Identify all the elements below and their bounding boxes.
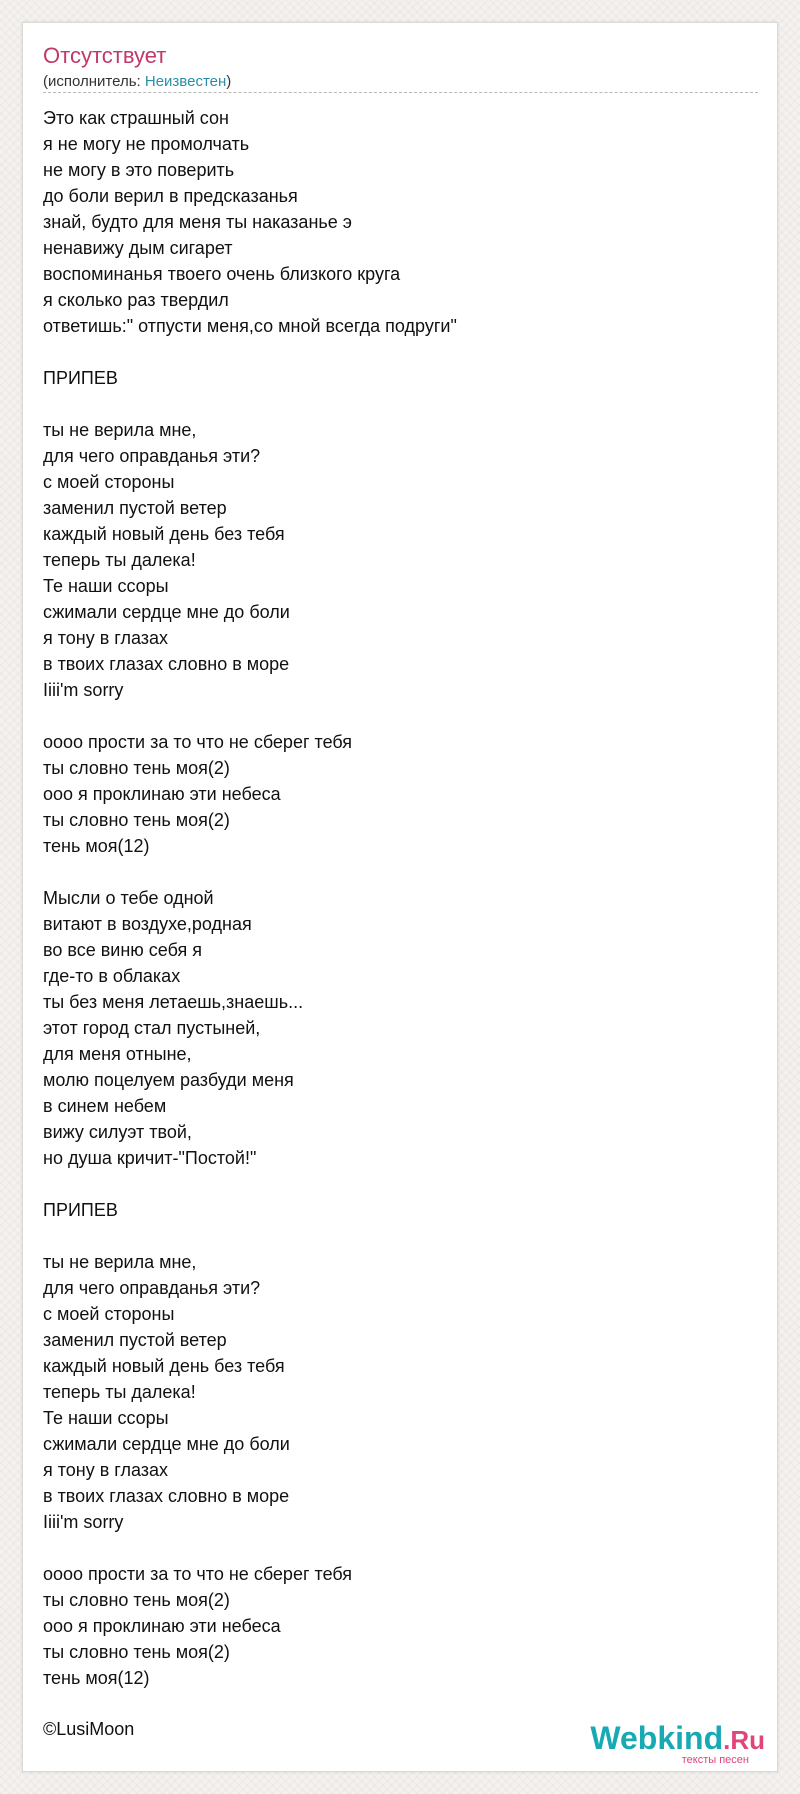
lyrics-line: Те наши ссоры [43,1408,169,1428]
lyrics-line: ты словно тень моя(2) [43,1642,230,1662]
lyrics-line: ооо я проклинаю эти небеса [43,784,281,804]
lyrics-line: с моей стороны [43,1304,175,1324]
lyrics-line: с моей стороны [43,472,175,492]
lyrics-line: для чего оправданья эти? [43,446,261,466]
lyrics-line: тень моя(12) [43,1668,150,1688]
lyrics-line: я тону в глазах [43,628,169,648]
header-divider [43,92,758,93]
lyrics-line: для меня отныне, [43,1044,192,1064]
lyrics-line: знай, будто для меня ты наказанье э [43,212,352,232]
lyrics-line: витают в воздухе,родная [43,914,252,934]
lyrics-line: ПРИПЕВ [43,1200,118,1220]
performer-line [43,73,231,91]
lyrics-line: Те наши ссоры [43,576,169,596]
lyrics-line: сжимали сердце мне до боли [43,1434,290,1454]
lyrics-line: теперь ты далека! [43,550,196,570]
lyrics-line: не могу в это поверить [43,160,235,180]
lyrics-line: для чего оправданья эти? [43,1278,261,1298]
lyrics-line: ты словно тень моя(2) [43,1590,230,1610]
lyrics-blank-line [43,339,758,365]
lyrics-line: до боли верил в предсказанья [43,186,298,206]
site-logo[interactable] [571,1721,771,1765]
lyrics-line: оооо прости за то что не сберег тебя [43,732,353,752]
lyrics-line: Это как страшный сон [43,108,229,128]
lyrics-blank-line [43,703,758,729]
logo-tld-text: .Ru [723,1725,765,1755]
lyrics-line: тень моя(12) [43,836,150,856]
lyrics-line: я тону в глазах [43,1460,169,1480]
lyrics-line: ты словно тень моя(2) [43,758,230,778]
logo-main-text: Webkind [590,1720,724,1756]
lyrics-line: Iiii'm sorry [43,1512,124,1532]
lyrics-line: в синем небем [43,1096,167,1116]
lyrics-line: но душа кричит-"Постой!" [43,1148,257,1168]
copyright: ©LusiMoon [43,1719,135,1739]
lyrics-line: ты без меня летаешь,знаешь... [43,992,304,1012]
lyrics-blank-line [43,859,758,885]
lyrics-line: этот город стал пустыней, [43,1018,261,1038]
lyrics-blank-line [43,1535,758,1561]
lyrics-line: заменил пустой ветер [43,1330,227,1350]
lyrics-line: ооо я проклинаю эти небеса [43,1616,281,1636]
lyrics-line: где-то в облаках [43,966,181,986]
lyrics-line: ты словно тень моя(2) [43,810,230,830]
lyrics-text [43,105,758,1691]
lyrics-line: заменил пустой ветер [43,498,227,518]
lyrics-line: каждый новый день без тебя [43,1356,285,1376]
performer-link[interactable]: Неизвестен [144,73,227,90]
lyrics-line: ответишь:" отпусти меня,со мной всегда подруги" [43,316,457,336]
lyrics-line: Iiii'm sorry [43,680,124,700]
lyrics-line: ты не верила мне, [43,420,197,440]
lyrics-line: ты не верила мне, [43,1252,197,1272]
logo-wordmark [590,1721,765,1757]
lyrics-line: воспоминанья твоего очень близкого круга [43,264,401,284]
performer-close: ) [226,73,232,90]
lyrics-line: каждый новый день без тебя [43,524,285,544]
lyrics-blank-line [43,1171,758,1197]
lyrics-line: сжимали сердце мне до боли [43,602,290,622]
logo-tagline: тексты песен [681,1754,749,1766]
lyrics-line: молю поцелуем разбуди меня [43,1070,294,1090]
lyrics-line: ПРИПЕВ [43,368,118,388]
lyrics-card [22,22,778,1772]
lyrics-line: я не могу не промолчать [43,134,250,154]
song-title: Отсутствует [43,43,167,68]
performer-label: (исполнитель: [43,73,145,90]
lyrics-line: оооо прости за то что не сберег тебя [43,1564,353,1584]
lyrics-line: теперь ты далека! [43,1382,196,1402]
lyrics-line: в твоих глазах словно в море [43,1486,290,1506]
lyrics-line: Мысли о тебе одной [43,888,214,908]
lyrics-blank-line [43,391,758,417]
lyrics-line: во все виню себя я [43,940,203,960]
lyrics-line: вижу силуэт твой, [43,1122,192,1142]
lyrics-line: ненавижу дым сигарет [43,238,233,258]
lyrics-line: в твоих глазах словно в море [43,654,290,674]
lyrics-line: я сколько раз твердил [43,290,229,310]
lyrics-blank-line [43,1223,758,1249]
